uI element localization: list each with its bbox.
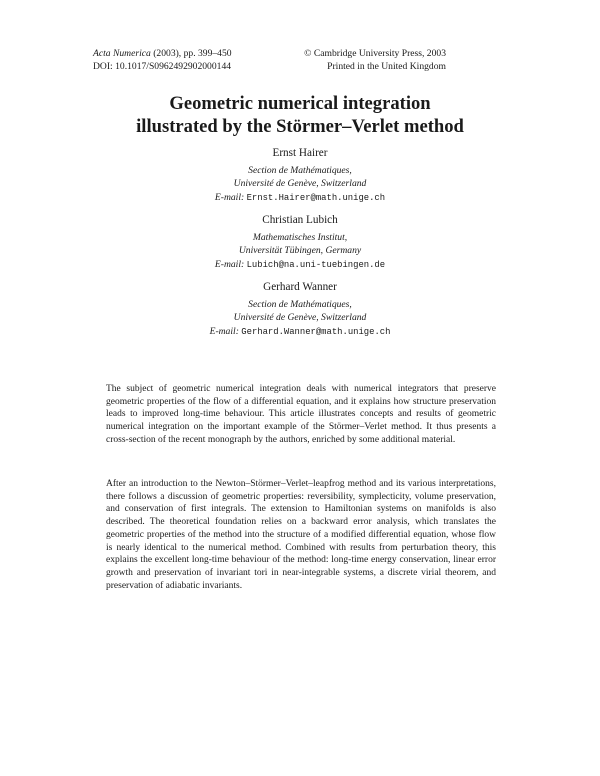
abstract-paragraph-2 [106, 478, 496, 592]
author-affiliation: Section de Mathématiques, [248, 164, 352, 176]
title-line-2: illustrated by the Störmer–Verlet method [136, 116, 464, 137]
doi: DOI: 10.1017/S0962492902000144 [93, 61, 232, 72]
journal-name: Acta Numerica [93, 48, 151, 59]
author-affiliation: Mathematisches Institut, [252, 231, 348, 243]
author-email-line [210, 326, 391, 337]
printed-notice: Printed in the United Kingdom [327, 61, 446, 72]
email-label: E-mail: [214, 191, 247, 203]
author-block [0, 281, 600, 339]
author-email-line [215, 259, 385, 270]
author-email[interactable]: Lubich@na.uni-tuebingen.de [246, 259, 386, 270]
author-block [0, 214, 600, 272]
author-affiliation: Section de Mathématiques, [248, 298, 352, 310]
author-email[interactable]: Ernst.Hairer@math.unige.ch [246, 192, 386, 203]
author-affiliation: Université de Genève, Switzerland [233, 312, 367, 323]
abstract-text: The subject of geometric numerical integration deals with numerical integrators that preserve geometric properties of the flow of a differential equation, and it explains how structure preservation leads to improved long-time behaviour. This article illustrates concepts and results of geometric numerical integration on the important example of the Störmer–Verlet method. It thus presents a cross-section of the recent monograph by the authors, enriched by some additional material. [106, 384, 496, 445]
volume-pages: (2003), pp. 399–450 [153, 48, 232, 59]
author-name: Gerhard Wanner [263, 281, 337, 293]
author-affiliation: Université de Genève, Switzerland [233, 178, 367, 189]
email-label: E-mail: [214, 258, 247, 270]
citation-line [93, 47, 232, 60]
paper-title [0, 92, 600, 138]
title-line-1: Geometric numerical integration [169, 93, 431, 114]
author-affiliation: Universität Tübingen, Germany [238, 245, 362, 256]
copyright-notice: © Cambridge University Press, 2003 [304, 48, 446, 59]
author-email[interactable]: Gerhard.Wanner@math.unige.ch [241, 326, 391, 337]
author-block [0, 147, 600, 205]
abstract-paragraph-1 [106, 383, 496, 447]
journal-citation [93, 47, 232, 73]
author-name: Ernst Hairer [272, 147, 328, 159]
publisher-info [304, 47, 446, 73]
email-label: E-mail: [209, 325, 242, 337]
abstract-text: After an introduction to the Newton–Störmer–Verlet–leapfrog method and its various interpretations, there follows a discussion of geometric properties: reversibility, symplecticity, volume preservation, and conservation of first integrals. The extension to Hamiltonian systems on manifolds is also described. The theoretical foundation relies on a backward error analysis, which translates the geometric properties of the method into the structure of a modified differential equation, whose flow is nearly identical to the numerical method. Combined with results from perturbation theory, this explains the excellent long-time behaviour of the method: long-time energy conservation, linear error growth and preservation of invariant tori in near-integrable systems, a discrete virial theorem, and preservation of adiabatic invariants. [106, 479, 496, 591]
author-name: Christian Lubich [262, 214, 338, 226]
author-email-line [215, 192, 385, 203]
